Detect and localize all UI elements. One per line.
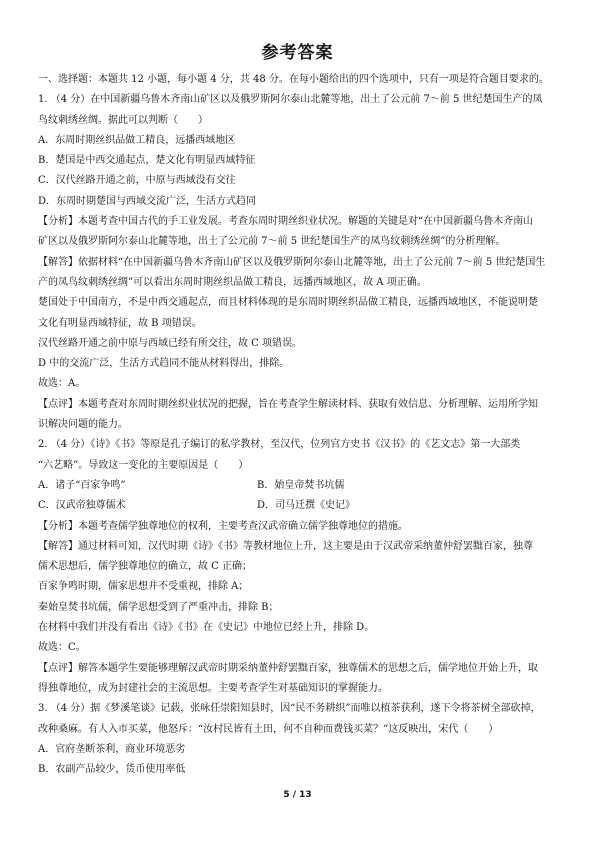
option-d: D．司马迁撰《史记》 — [257, 500, 356, 512]
text-line: B．楚国是中西交通起点，楚文化有明显西域特征 — [38, 155, 256, 167]
text-line: 故选：C。 — [38, 642, 86, 654]
text-line: 产的凤鸟纹刺绣丝绸”可以看出东周时期丝织品做工精良，远播西域地区，故 A 项正确。 — [38, 276, 427, 288]
text-line: 1. （4 分）在中国新疆乌鲁木齐南山矿区以及俄罗斯阿尔泰山北麓等地，出土了公元前 7～前 5 世纪楚国生产的凤 — [38, 94, 543, 106]
text-line: 一、选择题：本题共 12 小题，每小题 4 分，共 48 分。在每小题给出的四个选项中，只有一项是符合题目要求的。 — [38, 74, 549, 85]
answer-block-1 — [38, 70, 558, 476]
text-line: 【点评】本题考查对东周时期丝织业状况的把握，旨在考查学生解读材料、获取有效信息、分析理解、运用所学知 — [38, 398, 538, 410]
options-row-ab — [38, 476, 558, 496]
text-line: 故选：A。 — [38, 378, 86, 390]
text-line: D 中的交流广泛，生活方式趋同不能从材料得出，排除。 — [38, 358, 290, 370]
text-line: 2. （4 分）《诗》《书》等原是孔子编订的私学教材，至汉代，位列官方史书《汉书》的《艺文志》第一大部类 — [38, 439, 521, 451]
text-line: 文化有明显西域特征，故 B 项错误。 — [38, 317, 202, 329]
page-title: 参考答案 — [261, 43, 334, 63]
text-line: 得独尊地位，成为封建社会的主流思想。主要考查学生对基础知识的掌握能力。 — [38, 682, 388, 694]
text-line: 【分析】本题考查中国古代的手工业发展。考查东周时期丝织业状况。解题的关键是对“在中国新疆乌鲁木齐南山 — [38, 216, 534, 228]
text-line: 儒术思想后，儒学独尊地位的确立，故 C 正确； — [38, 561, 253, 573]
answer-body — [38, 70, 558, 780]
text-line: 3. （4 分）据《梦溪笔谈》记载，张咏任崇阳知县时，因“民不务耕织”而唯以植茶获利，遂下令将茶树全部砍掉， — [38, 703, 541, 715]
text-line: 改种桑麻。有人入市买菜，他怒斥：“汝村民皆有土田，何不自种而费钱买菜？”这反映出，宋代（ ） — [38, 723, 499, 735]
text-line: 秦始皇焚书坑儒，儒学思想受到了严重冲击，排除 B； — [38, 601, 279, 613]
text-line: 百家争鸣时期，儒家思想并不受重视，排除 A； — [38, 581, 249, 593]
text-line: 【点评】解答本题学生要能够理解汉武帝时期采纳董仲舒罢黜百家，独尊儒术的思想之后，儒学地位开始上升，取 — [38, 662, 538, 674]
page-number: 5 / 13 — [283, 790, 312, 800]
text-line: C．汉代丝路开通之前，中原与西域没有交往 — [38, 175, 236, 187]
options-row-cd — [38, 496, 558, 516]
text-line: 鸟纹刺绣丝绸。据此可以判断（ ） — [38, 114, 208, 126]
text-line: 识解决问题的能力。 — [38, 419, 128, 431]
text-line: A．官府垄断茶利，商业环境恶劣 — [38, 743, 186, 755]
text-line: 【分析】本题考查儒学独尊地位的权利，主要考查汉武帝确立儒学独尊地位的措施。 — [38, 520, 408, 532]
option-b: B．始皇帝焚书坑儒 — [257, 479, 345, 491]
text-line: B．农副产品较少，货币使用率低 — [38, 764, 186, 776]
text-line: “六艺略”。导致这一变化的主要原因是（ ） — [38, 459, 249, 471]
text-line: D．东周时期楚国与西域交流广泛，生活方式趋同 — [38, 195, 257, 207]
option-c: C．汉武帝独尊儒术 — [38, 500, 126, 512]
text-line: 楚国处于中国南方，不是中西交通起点，而且材料体现的是东周时期丝织品做工精良，远播西域地区，不能说明楚 — [38, 297, 538, 309]
text-line: 汉代丝路开通之前中原与西域已经有所交往，故 C 项错误。 — [38, 337, 303, 349]
text-line: 在材料中我们并没有看出《诗》《书》在《史记》中地位已经上升，排除 D。 — [38, 622, 375, 634]
text-line: 【解答】依据材料“在中国新疆乌鲁木齐南山矿区以及俄罗斯阿尔泰山北麓等地，出土了公元前 7～前 5 世纪楚国生 — [38, 256, 546, 268]
answer-block-2 — [38, 517, 558, 781]
text-line: 【解答】通过材料可知，汉代时期《诗》《书》等教材地位上升，这主要是由于汉武帝采纳董仲舒罢黜百家，独尊 — [38, 540, 533, 552]
text-line: A．东周时期丝织品做工精良，远播西域地区 — [38, 134, 236, 146]
option-a: A．诸子“百家争鸣” — [38, 479, 126, 491]
text-line: 矿区以及俄罗斯阿尔泰山北麓等地，出土了公元前 7～前 5 世纪楚国生产的凤鸟纹刺绣丝绸”的分析理解。 — [38, 236, 506, 248]
